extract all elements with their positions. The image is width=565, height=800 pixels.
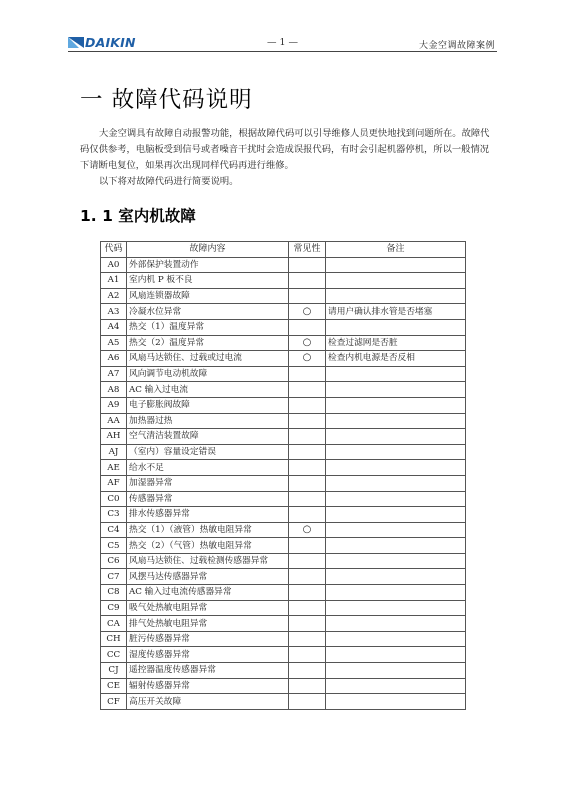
- table-row: [101, 522, 466, 538]
- frequency-mark-cell: [289, 507, 326, 523]
- fault-code-cell: A9: [101, 397, 127, 413]
- fault-description-cell: AC 输入过电流: [127, 382, 289, 398]
- fault-description-cell: 热交（2）（气管）热敏电阻异常: [127, 538, 289, 554]
- note-cell: [326, 491, 466, 507]
- fault-description-cell: 排气处热敏电阻异常: [127, 616, 289, 632]
- frequency-mark-cell: ○: [289, 335, 326, 351]
- note-cell: [326, 678, 466, 694]
- fault-code-cell: C5: [101, 538, 127, 554]
- fault-code-cell: A7: [101, 366, 127, 382]
- frequency-mark-cell: ○: [289, 304, 326, 320]
- fault-code-cell: C7: [101, 569, 127, 585]
- frequency-mark-cell: [289, 569, 326, 585]
- fault-description-cell: 辐射传感器异常: [127, 678, 289, 694]
- fault-description-cell: （室内）容量设定错误: [127, 444, 289, 460]
- note-cell: [326, 631, 466, 647]
- frequency-mark-cell: [289, 600, 326, 616]
- fault-code-cell: CA: [101, 616, 127, 632]
- table-row: [101, 444, 466, 460]
- note-cell: [326, 600, 466, 616]
- fault-description-cell: 空气清洁装置故障: [127, 429, 289, 445]
- frequency-mark-cell: [289, 553, 326, 569]
- fault-description-cell: 热交（2）温度异常: [127, 335, 289, 351]
- table-row: [101, 616, 466, 632]
- frequency-mark-cell: [289, 647, 326, 663]
- table-row: [101, 273, 466, 289]
- fault-description-cell: 加湿器异常: [127, 475, 289, 491]
- fault-description-cell: 热交（1）（液管）热敏电阻异常: [127, 522, 289, 538]
- intro-paragraph: 大金空调具有故障自动报警功能，根据故障代码可以引导维修人员更快地找到问题所在。故障代码仅供参考，电脑板受到信号或者噪音干扰时会造成误报代码，有时会引起机器停机，所以一般情况下请断电复位，如果再次出现同样代码再进行维修。: [80, 128, 490, 171]
- note-cell: [326, 522, 466, 538]
- table-row: [101, 382, 466, 398]
- fault-code-cell: AE: [101, 460, 127, 476]
- note-cell: [326, 444, 466, 460]
- table-row: [101, 553, 466, 569]
- column-header-frequency: 常见性: [289, 242, 326, 258]
- frequency-mark-cell: ○: [289, 522, 326, 538]
- frequency-mark-cell: [289, 257, 326, 273]
- table-row: [101, 663, 466, 679]
- table-row: [101, 585, 466, 601]
- section-title: 一 故障代码说明: [80, 87, 253, 113]
- note-cell: [326, 288, 466, 304]
- frequency-mark-cell: [289, 397, 326, 413]
- fault-description-cell: 风摆马达传感器异常: [127, 569, 289, 585]
- table-row: [101, 475, 466, 491]
- fault-code-cell: CJ: [101, 663, 127, 679]
- note-cell: [326, 647, 466, 663]
- frequency-mark-cell: [289, 663, 326, 679]
- table-row: [101, 538, 466, 554]
- fault-code-cell: C4: [101, 522, 127, 538]
- note-cell: [326, 616, 466, 632]
- note-cell: 检查过滤网是否脏: [326, 335, 466, 351]
- fault-description-cell: 风扇马达锁住、过载检测传感器异常: [127, 553, 289, 569]
- table-row: [101, 397, 466, 413]
- fault-code-cell: AA: [101, 413, 127, 429]
- note-cell: [326, 257, 466, 273]
- frequency-mark-cell: [289, 491, 326, 507]
- header-divider: [68, 51, 497, 52]
- fault-code-cell: A1: [101, 273, 127, 289]
- table-row: [101, 647, 466, 663]
- table-header-row: [101, 242, 466, 258]
- table-row: [101, 288, 466, 304]
- note-cell: [326, 694, 466, 710]
- frequency-mark-cell: [289, 382, 326, 398]
- frequency-mark-cell: ○: [289, 351, 326, 367]
- column-header-description: 故障内容: [127, 242, 289, 258]
- subsection-title: 1. 1 室内机故障: [80, 207, 196, 225]
- fault-code-cell: A4: [101, 319, 127, 335]
- table-row: [101, 631, 466, 647]
- frequency-mark-cell: [289, 273, 326, 289]
- table-row: [101, 335, 466, 351]
- frequency-mark-cell: [289, 319, 326, 335]
- fault-code-cell: A8: [101, 382, 127, 398]
- fault-description-cell: 室内机 P 板不良: [127, 273, 289, 289]
- fault-description-cell: 风扇马达锁住、过载或过电流: [127, 351, 289, 367]
- fault-description-cell: 冷凝水位异常: [127, 304, 289, 320]
- frequency-mark-cell: [289, 288, 326, 304]
- fault-code-cell: A0: [101, 257, 127, 273]
- fault-code-cell: A5: [101, 335, 127, 351]
- fault-description-cell: 吸气处热敏电阻异常: [127, 600, 289, 616]
- fault-code-cell: AH: [101, 429, 127, 445]
- fault-code-cell: C6: [101, 553, 127, 569]
- note-cell: [326, 319, 466, 335]
- note-cell: [326, 569, 466, 585]
- table-row: [101, 600, 466, 616]
- fault-description-cell: 风向调节电动机故障: [127, 366, 289, 382]
- note-cell: [326, 429, 466, 445]
- frequency-mark-cell: [289, 678, 326, 694]
- intro-paragraph: 以下将对故障代码进行简要说明。: [99, 176, 239, 187]
- fault-code-cell: CC: [101, 647, 127, 663]
- fault-description-cell: 给水不足: [127, 460, 289, 476]
- fault-description-cell: 脏污传感器异常: [127, 631, 289, 647]
- fault-code-cell: C8: [101, 585, 127, 601]
- frequency-mark-cell: [289, 460, 326, 476]
- fault-description-cell: 风扇连锁器故障: [127, 288, 289, 304]
- frequency-mark-cell: [289, 616, 326, 632]
- table-row: [101, 413, 466, 429]
- frequency-mark-cell: [289, 585, 326, 601]
- frequency-mark-cell: [289, 444, 326, 460]
- table-row: [101, 460, 466, 476]
- fault-description-cell: 外部保护装置动作: [127, 257, 289, 273]
- fault-code-cell: CE: [101, 678, 127, 694]
- frequency-mark-cell: [289, 429, 326, 445]
- note-cell: [326, 538, 466, 554]
- table-row: [101, 366, 466, 382]
- note-cell: [326, 460, 466, 476]
- frequency-mark-cell: [289, 475, 326, 491]
- table-row: [101, 569, 466, 585]
- note-cell: [326, 663, 466, 679]
- column-header-note: 备注: [326, 242, 466, 258]
- logo-text: DAIKIN: [85, 35, 136, 50]
- fault-description-cell: 加热器过热: [127, 413, 289, 429]
- table-row: [101, 678, 466, 694]
- frequency-mark-cell: [289, 366, 326, 382]
- fault-description-cell: 高压开关故障: [127, 694, 289, 710]
- fault-code-cell: C9: [101, 600, 127, 616]
- note-cell: [326, 382, 466, 398]
- column-header-code: 代码: [101, 242, 127, 258]
- frequency-mark-cell: [289, 631, 326, 647]
- table-row: [101, 507, 466, 523]
- frequency-mark-cell: [289, 413, 326, 429]
- note-cell: [326, 366, 466, 382]
- table-row: [101, 429, 466, 445]
- frequency-mark-cell: [289, 538, 326, 554]
- fault-description-cell: 排水传感器异常: [127, 507, 289, 523]
- table-row: [101, 257, 466, 273]
- fault-code-cell: A3: [101, 304, 127, 320]
- frequency-mark-cell: [289, 694, 326, 710]
- fault-code-table: [100, 241, 466, 710]
- note-cell: 检查内机电源是否反相: [326, 351, 466, 367]
- table-row: [101, 694, 466, 710]
- note-cell: [326, 553, 466, 569]
- note-cell: [326, 413, 466, 429]
- note-cell: [326, 397, 466, 413]
- fault-description-cell: 遥控器温度传感器异常: [127, 663, 289, 679]
- document-title: 大金空调故障案例: [418, 41, 495, 51]
- fault-code-cell: C3: [101, 507, 127, 523]
- note-cell: [326, 585, 466, 601]
- table-row: [101, 319, 466, 335]
- note-cell: [326, 507, 466, 523]
- fault-code-cell: A6: [101, 351, 127, 367]
- note-cell: 请用户确认排水管是否堵塞: [326, 304, 466, 320]
- note-cell: [326, 273, 466, 289]
- table-row: [101, 304, 466, 320]
- fault-code-cell: AF: [101, 475, 127, 491]
- fault-description-cell: 传感器异常: [127, 491, 289, 507]
- fault-description-cell: 湿度传感器异常: [127, 647, 289, 663]
- fault-description-cell: 热交（1）温度异常: [127, 319, 289, 335]
- note-cell: [326, 475, 466, 491]
- fault-code-cell: A2: [101, 288, 127, 304]
- fault-code-cell: CH: [101, 631, 127, 647]
- page-number: — 1 —: [266, 37, 299, 48]
- fault-description-cell: 电子膨胀阀故障: [127, 397, 289, 413]
- fault-code-cell: AJ: [101, 444, 127, 460]
- table-row: [101, 491, 466, 507]
- fault-code-cell: CF: [101, 694, 127, 710]
- intro-text: [80, 126, 492, 190]
- table-row: [101, 351, 466, 367]
- fault-code-cell: C0: [101, 491, 127, 507]
- fault-description-cell: AC 输入过电流传感器异常: [127, 585, 289, 601]
